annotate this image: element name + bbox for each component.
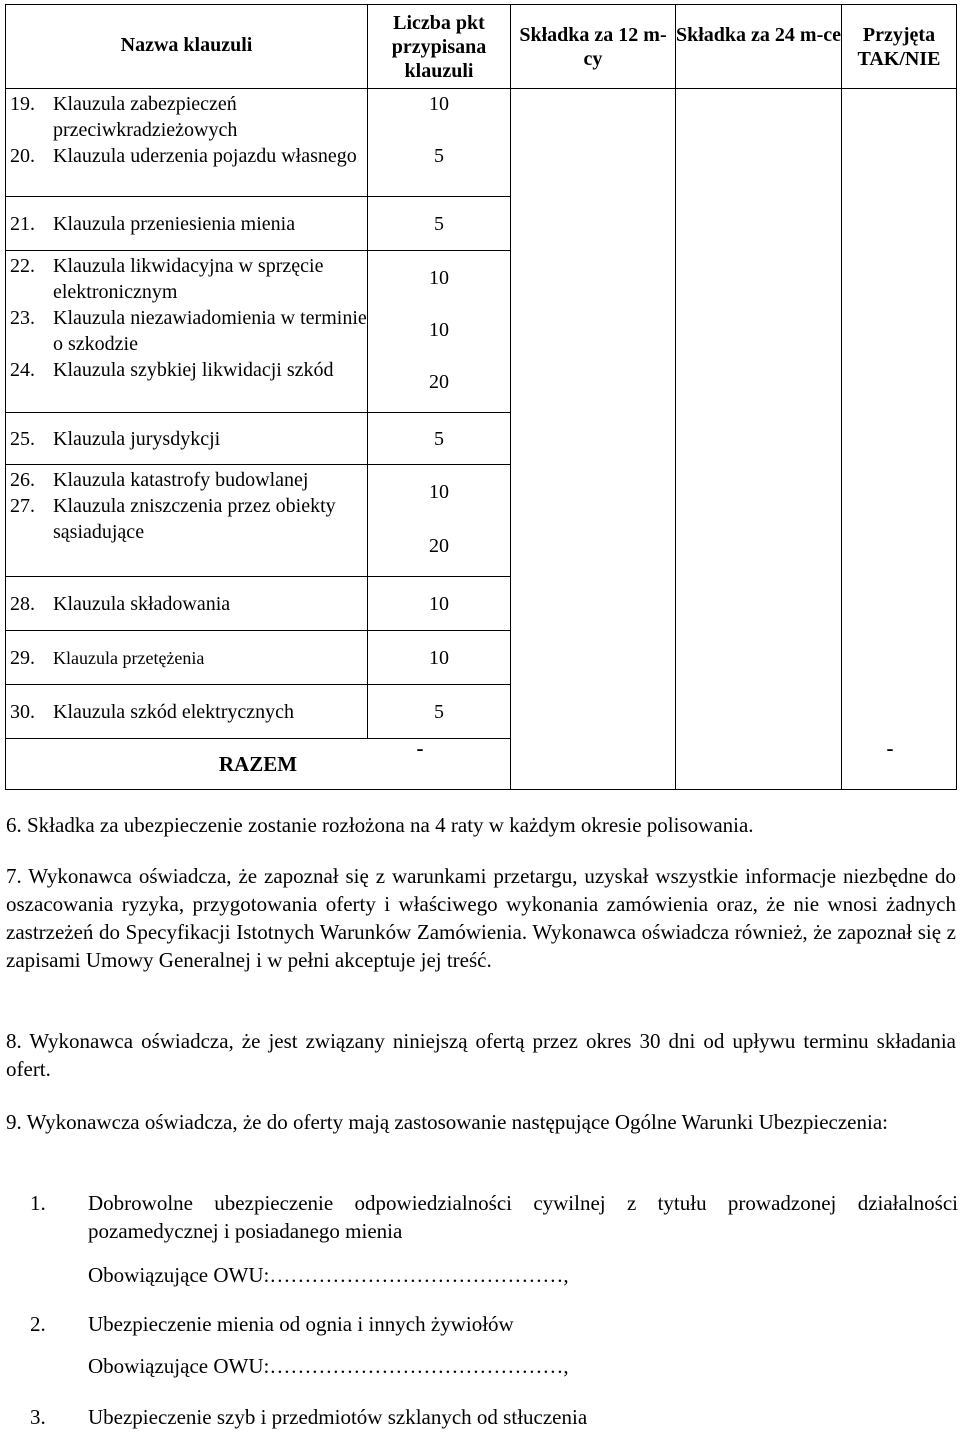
points-cell: 5	[368, 685, 511, 739]
header-points: Liczba pkt przypisana klauzuli	[368, 5, 511, 89]
list-item: 30. Klauzula szkód elektrycznych	[10, 700, 295, 723]
list-item: 19. Klauzula zabezpieczeń przeciwkradzieżowych	[10, 93, 238, 141]
points-group-19-20: 10 5	[368, 89, 511, 197]
points-cell: 10	[368, 577, 511, 631]
header-accepted: Przyjęta TAK/NIE	[842, 5, 957, 89]
premium-12-cell	[511, 89, 676, 790]
clause-table	[5, 4, 957, 790]
list-item: 27. Klauzula zniszczenia przez obiekty sąsiadujące	[10, 495, 336, 543]
clause-group-19-20	[6, 89, 368, 197]
list-item: 23. Klauzula niezawiadomienia w terminie o szkodzie	[10, 307, 367, 355]
list-item: 20. Klauzula uderzenia pojazdu własnego	[10, 145, 357, 167]
paragraph-9: 9. Wykonawcza oświadcza, że do oferty mają zastosowanie następujące Ogólne Warunki Ubezpieczenia:	[6, 1110, 888, 1134]
points-group-26-27: 10 20	[368, 465, 511, 577]
points-cell: 10	[368, 631, 511, 685]
list-item: 28. Klauzula składowania	[10, 592, 231, 615]
owu-line-1: Obowiązujące OWU:……………………………………,	[88, 1263, 569, 1287]
paragraph-6: 6. Składka za ubezpieczenie zostanie rozłożona na 4 raty w każdym okresie polisowania.	[6, 813, 754, 837]
list-item: 3. Ubezpieczenie szyb i przedmiotów szklanych od stłuczenia	[30, 1405, 588, 1429]
clause-group-26-27	[6, 465, 368, 577]
header-premium-24: Składka za 24 m-ce	[676, 5, 842, 89]
list-item: 22. Klauzula likwidacyjna w sprzęcie elektronicznym	[10, 255, 324, 303]
clause-group-22-24	[6, 251, 368, 413]
list-item: 26. Klauzula katastrofy budowlanej	[10, 469, 309, 491]
list-item: 25. Klauzula jurysdykcji	[10, 427, 221, 450]
header-premium-12: Składka za 12 m-cy	[511, 5, 676, 89]
paragraph-8: 8. Wykonawca oświadcza, że jest związany niniejszą ofertą przez okres 30 dni od upływu terminu składania ofert.	[6, 1029, 956, 1081]
total-label: RAZEM	[6, 739, 511, 790]
paragraph-7: 7. Wykonawca oświadcza, że zapoznał się z warunkami przetargu, uzyskał wszystkie informacje niezbędne do oszacowania ryzyka, przygotowania oferty i właściwego wykonania zamówienia oraz, że nie wnosi żadnych zastrzeżeń do Specyfikacji Istotnych Warunków Zamówienia. Wykonawca oświadcza również, że zapoznał się z zapisami Umowy Generalnej i w pełni akceptuje jej treść.	[6, 864, 956, 972]
total-premium-12: -	[416, 736, 424, 760]
table-row	[6, 89, 957, 197]
list-item: 2. Ubezpieczenie mienia od ognia i innych żywiołów	[30, 1312, 514, 1336]
table-header-row	[6, 5, 957, 89]
accepted-cell	[842, 89, 957, 790]
list-item: 29. Klauzula przetężenia	[10, 646, 205, 669]
points-cell: 5	[368, 197, 511, 251]
points-cell: 5	[368, 413, 511, 465]
points-group-22-24: 10 10 20	[368, 251, 511, 413]
owu-line-2: Obowiązujące OWU:……………………………………,	[88, 1354, 569, 1378]
total-premium-24: -	[886, 736, 894, 760]
list-item: 21. Klauzula przeniesienia mienia	[10, 212, 296, 235]
list-item: 1. Dobrowolne ubezpieczenie odpowiedzialności cywilnej z tytułu prowadzonej działalności pozamedycznej i posiadanego mienia	[30, 1191, 958, 1243]
header-clause-name: Nazwa klauzuli	[6, 5, 368, 89]
premium-24-cell	[676, 89, 842, 790]
list-item: 24. Klauzula szybkiej likwidacji szkód	[10, 359, 334, 381]
